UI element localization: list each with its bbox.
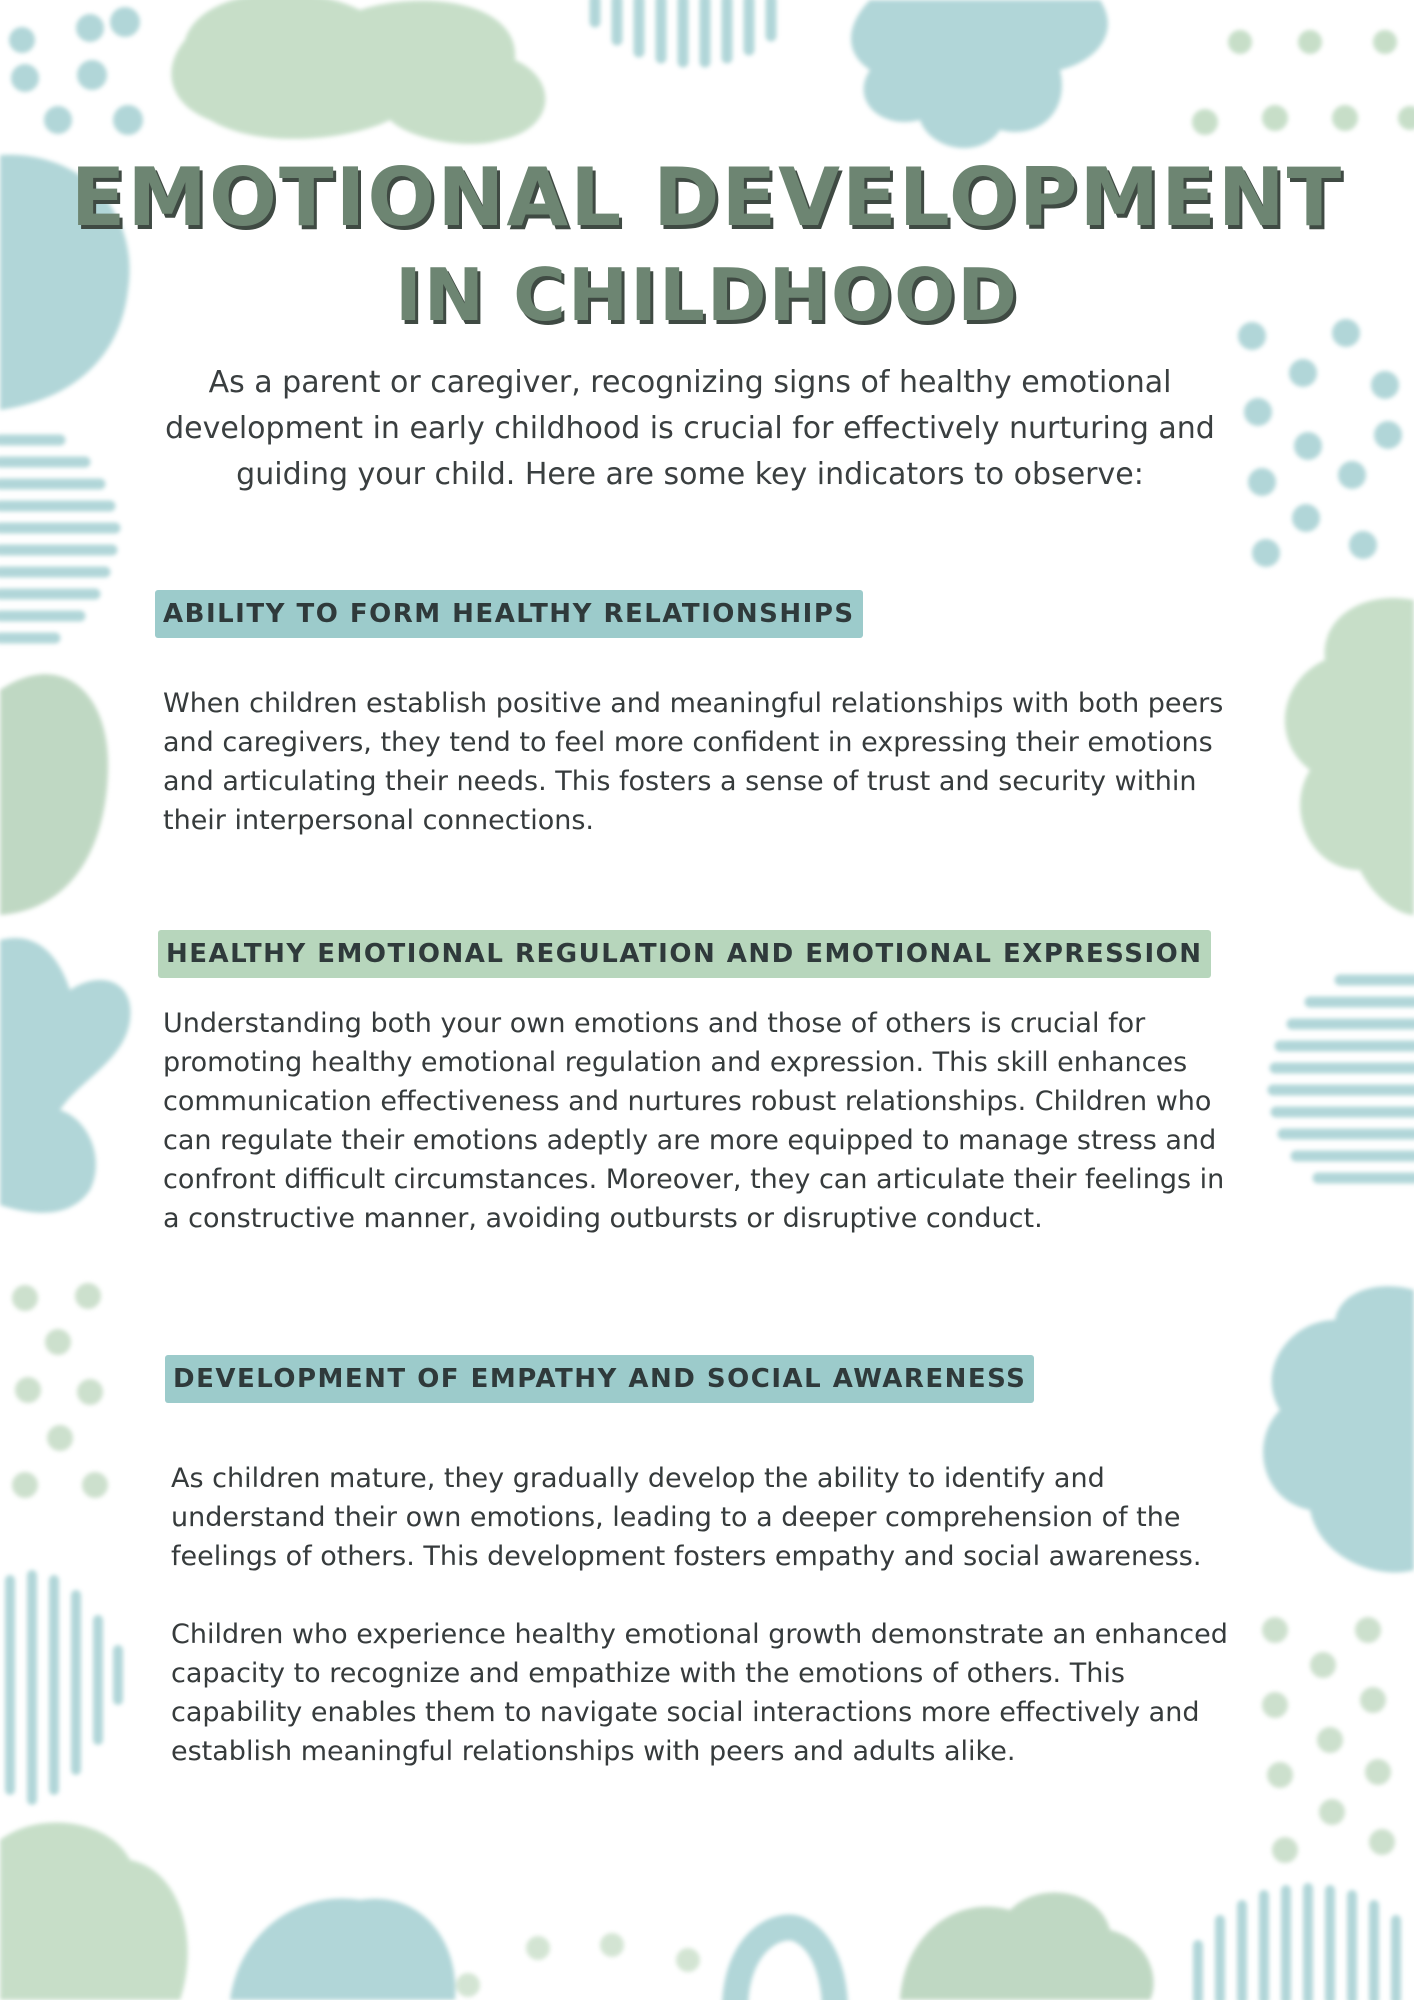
intro-paragraph: As a parent or caregiver, recognizing signs of healthy emotional development in early childhood is crucial for effectively nurturing and guiding your child. Here are some key indicators to observe: — [165, 365, 1215, 492]
section-heading-empathy: DEVELOPMENT OF EMPATHY AND SOCIAL AWARENESS — [165, 1355, 1034, 1403]
section-body-relationships: When children establish positive and meaningful relationships with both peers and caregivers, they tend to feel more confident in expressing their emotions and articulating their needs. This fosters a sense of trust and security within their interpersonal connections. — [163, 688, 1224, 836]
section-heading-regulation: HEALTHY EMOTIONAL REGULATION AND EMOTIONAL EXPRESSION — [158, 930, 1211, 978]
section-body-empathy-1: As children mature, they gradually develop the ability to identify and understand their own emotions, leading to a deeper comprehension of the feelings of others. This development fosters empathy and social awareness. — [171, 1463, 1202, 1572]
page-title-line2: IN CHILDHOOD — [394, 253, 1020, 337]
section-heading-relationships: ABILITY TO FORM HEALTHY RELATIONSHIPS — [155, 590, 863, 638]
section-body-empathy-2: Children who experience healthy emotional growth demonstrate an enhanced capacity to recognize and empathize with the emotions of others. This capability enables them to navigate social interactions more effectively and establish meaningful relationships with peers and adults alike. — [171, 1619, 1228, 1767]
page-title-line1: EMOTIONAL DEVELOPMENT — [70, 151, 1344, 244]
section-body-regulation: Understanding both your own emotions and those of others is crucial for promoting healthy emotional regulation and expression. This skill enhances communication effectiveness and nurtures robust relationships. Children who can regulate their emotions adeptly are more equipped to manage stress and confront difficult circumstances. Moreover, they can articulate their feelings in a constructive manner, avoiding outbursts or disruptive conduct. — [163, 1008, 1225, 1234]
